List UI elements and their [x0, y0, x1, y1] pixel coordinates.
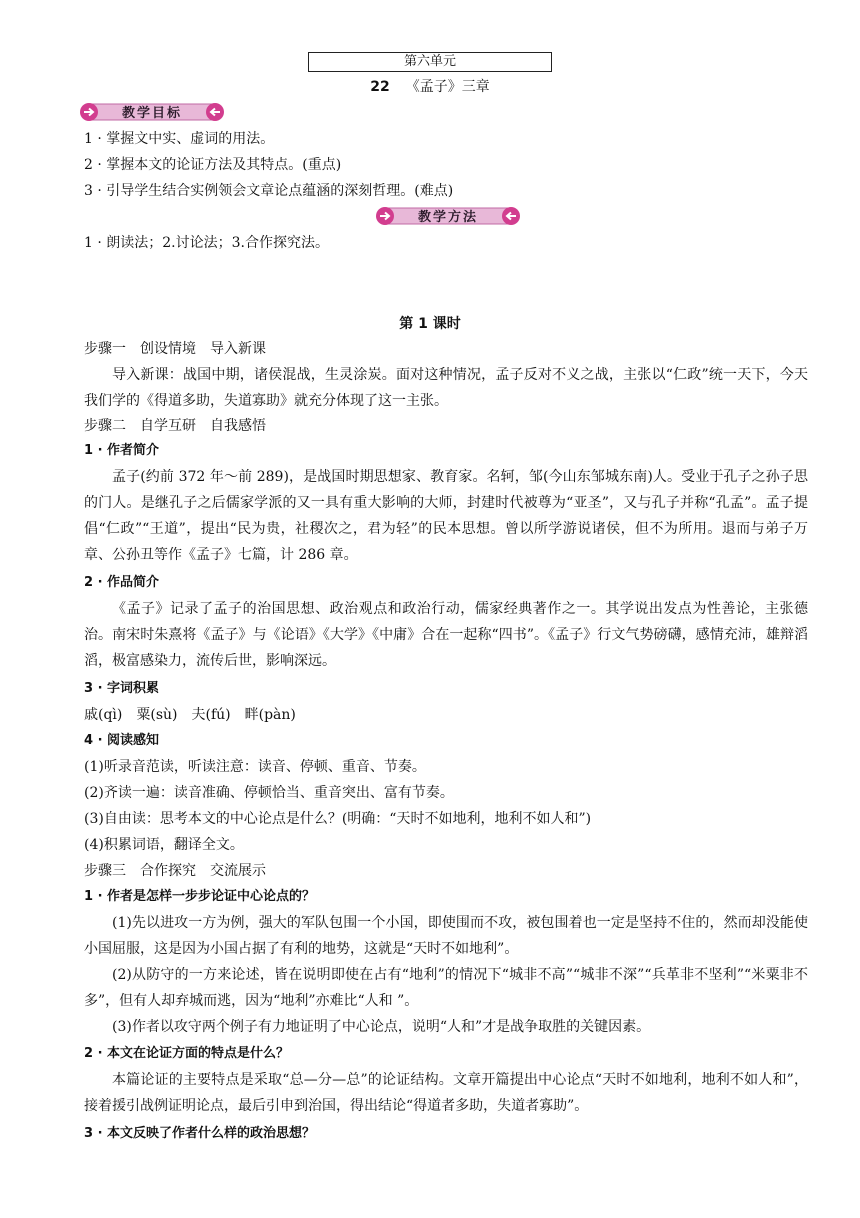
vocab-list: 戚(qì) 粟(sù) 夫(fú) 畔(pàn) [84, 707, 296, 723]
methods-text: 1 · 朗读法；2.讨论法；3.合作探究法。 [84, 235, 329, 251]
work-heading: 2 · 作品简介 [84, 575, 160, 590]
question-three-heading: 3 · 本文反映了作者什么样的政治思想？ [84, 1126, 316, 1141]
step-two-heading: 步骤二 自学互研 自我感悟 [84, 418, 266, 434]
reading-item: (3)自由读：思考本文的中心论点是什么？(明确：“天时不如地利，地利不如人和”) [84, 811, 592, 827]
question-one-point: (1)先以进攻一方为例，强大的军队包围一个小国，即使围而不攻，被包围着也一定是坚持不住的，然而却没能使小国屈服，这是因为小国占据了有利的地势，这就是“天时不如地利”。 [84, 915, 808, 957]
goal-item: 1 · 掌握文中实、虚词的用法。 [84, 131, 275, 147]
reading-item: (1)听录音范读，听读注意：读音、停顿、重音、节奏。 [84, 759, 426, 775]
reading-item: (2)齐读一遍：读音准确、停顿恰当、重音突出、富有节奏。 [84, 785, 454, 801]
author-paragraph: 孟子(约前 372 年～前 289)，是战国时期思想家、教育家。名轲，邹(今山东邹城东南)人。受业于孔子之孙子思的门人。是继孔子之后儒家学派的又一具有重大影响的大师，封建时代被尊为“亚圣”，又与孔子并称“孔孟”。孟子提倡“仁政”“王道”，提出“民为贵，社稷次之，君为轻”的民本思想。曾以所学游说诸侯，但不为所用。退而与弟子万章、公孙丑等作《孟子》七篇，计 286 章。 [84, 469, 808, 563]
banner-goals-text: 教学目标 [121, 106, 183, 121]
question-one-heading: 1 · 作者是怎样一步步论证中心论点的？ [84, 889, 316, 904]
step-one-heading: 步骤一 创设情境 导入新课 [84, 341, 266, 357]
banner-teaching-goals [78, 101, 226, 123]
unit-label: 第六单元 [308, 52, 552, 72]
question-one-point: (3)作者以攻守两个例子有力地证明了中心论点，说明“人和”才是战争取胜的关键因素。 [112, 1019, 651, 1035]
question-two-heading: 2 · 本文在论证方面的特点是什么？ [84, 1046, 290, 1061]
reading-heading: 4 · 阅读感知 [84, 733, 160, 748]
work-paragraph: 《孟子》记录了孟子的治国思想、政治观点和政治行动，儒家经典著作之一。其学说出发点为性善论，主张德治。南宋时朱熹将《孟子》与《论语》《大学》《中庸》合在一起称“四书”。《孟子》行文气势磅礴，感情充沛，雄辩滔滔，极富感染力，流传后世，影响深远。 [84, 601, 808, 669]
vocab-heading: 3 · 字词积累 [84, 681, 160, 696]
goal-item: 3 · 引导学生结合实例领会文章论点蕴涵的深刻哲理。(难点) [84, 183, 454, 199]
banner-methods-text: 教学方法 [417, 210, 479, 225]
step-three-heading: 步骤三 合作探究 交流展示 [84, 863, 266, 879]
intro-paragraph: 导入新课：战国中期，诸侯混战，生灵涂炭。面对这种情况，孟子反对不义之战，主张以“仁政”统一天下，今天我们学的《得道多助，失道寡助》就充分体现了这一主张。 [84, 367, 808, 409]
lesson-number: 22 [370, 79, 390, 95]
question-one-point: (2)从防守的一方来论述，皆在说明即使在占有“地利”的情况下“城非不高”“城非不深”“兵革非不坚利”“米粟非不多”，但有人却弃城而逃，因为“地利”亦难比“人和 ”。 [84, 967, 808, 1009]
question-two-paragraph: 本篇论证的主要特点是采取“总—分—总”的论证结构。文章开篇提出中心论点“天时不如地利，地利不如人和”，接着援引战例证明论点，最后引申到治国，得出结论“得道者多助，失道者寡助”。 [84, 1072, 808, 1114]
author-heading: 1 · 作者简介 [84, 443, 160, 458]
banner-teaching-methods [374, 205, 522, 227]
period-title: 第 1 课时 [399, 316, 461, 332]
lesson-title [0, 78, 860, 96]
reading-item: (4)积累词语，翻译全文。 [84, 837, 244, 853]
goal-item: 2 · 掌握本文的论证方法及其特点。(重点) [84, 157, 342, 173]
lesson-name: 《孟子》三章 [405, 79, 490, 95]
